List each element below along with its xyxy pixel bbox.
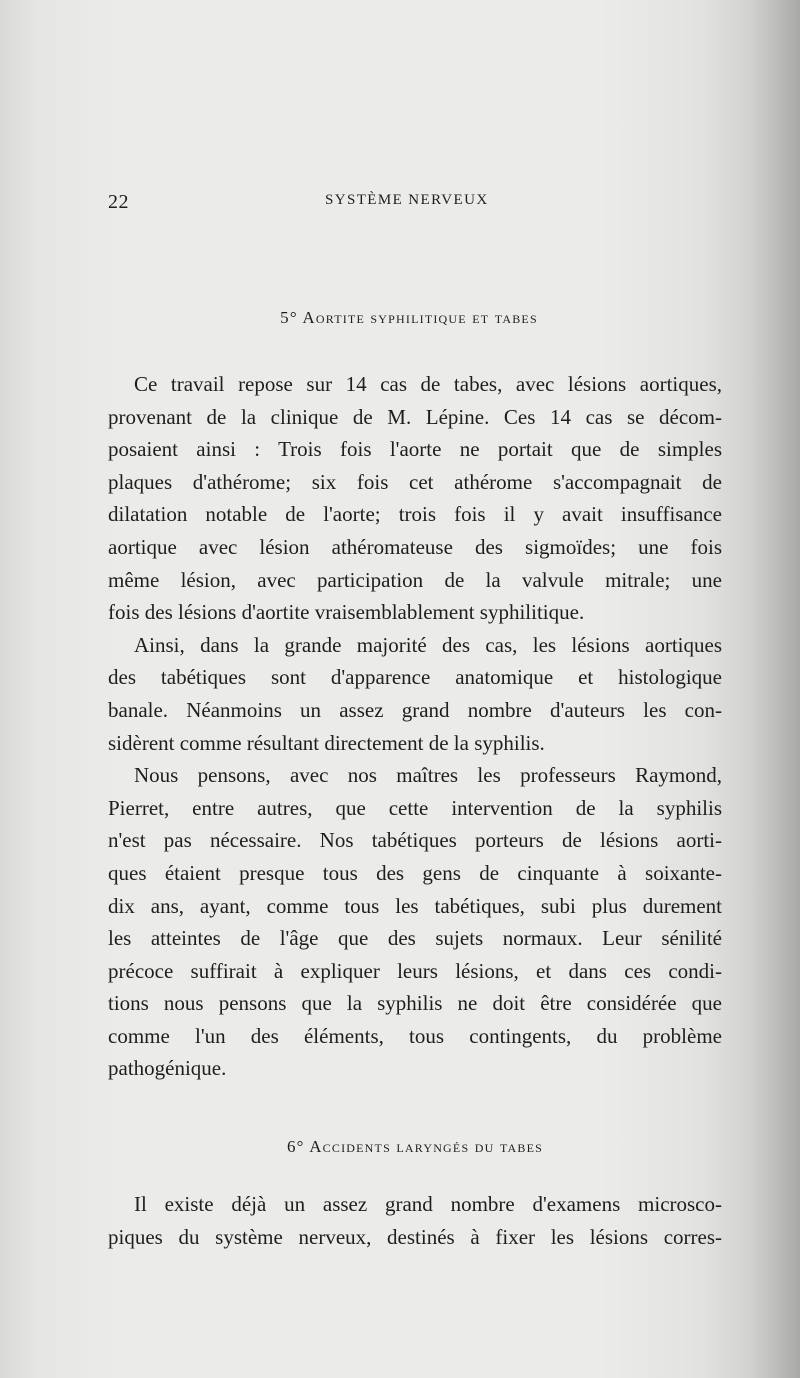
paragraph-line: aortique avec lésion athéromateuse des sigmoïdes; une fois	[108, 534, 722, 559]
paragraph-line: précoce suffirait à expliquer leurs lésions, et dans ces condi-	[108, 958, 722, 983]
paragraph-line: banale. Néanmoins un assez grand nombre d'auteurs les con-	[108, 697, 722, 722]
paragraph-line: tions nous pensons que la syphilis ne doit être considérée que	[108, 991, 722, 1016]
paragraph-line: Ce travail repose sur 14 cas de tabes, avec lésions aortiques,	[134, 372, 722, 396]
paragraph-line: n'est pas nécessaire. Nos tabétiques porteurs de lésions aorti-	[108, 828, 722, 853]
paragraph-line: plaques d'athérome; six fois cet athérome s'accompagnait de	[108, 469, 722, 494]
paragraph-line: Il existe déjà un assez grand nombre d'examens microsco-	[134, 1192, 722, 1216]
paragraph-line: posaient ainsi : Trois fois l'aorte ne portait que de simples	[108, 437, 722, 462]
page-number: 22	[108, 191, 129, 213]
paragraph-line: fois des lésions d'aortite vraisemblablement syphilitique.	[108, 600, 585, 625]
running-head	[108, 191, 716, 215]
paragraph-line: comme l'un des éléments, tous contingents, du problème	[108, 1023, 722, 1048]
section-heading-accidents-laryngés: 6° Accidents laryngés du tabes	[286, 1137, 544, 1156]
paragraph-line: provenant de la clinique de M. Lépine. Ces 14 cas se décom-	[108, 404, 722, 429]
paragraph-line: Ainsi, dans la grande majorité des cas, les lésions aortiques	[134, 632, 722, 657]
running-title: SYSTÈME NERVEUX	[325, 192, 489, 208]
section-heading-aortite: 5° Aortite syphilitique et tabes	[280, 308, 538, 327]
paragraph-line: pathogénique.	[108, 1056, 227, 1081]
paragraph-line: les atteintes de l'âge que des sujets normaux. Leur sénilité	[108, 926, 722, 951]
paragraph-line: même lésion, avec participation de la valvule mitrale; une	[108, 567, 722, 592]
paragraph-line: sidèrent comme résultant directement de la syphilis.	[108, 730, 545, 755]
paragraph-line: Nous pensons, avec nos maîtres les professeurs Raymond,	[134, 763, 722, 788]
paragraph-line: ques étaient presque tous des gens de cinquante à soixante-	[108, 860, 722, 885]
paragraph-line: dilatation notable de l'aorte; trois fois il y avait insuffisance	[108, 502, 722, 527]
paragraph-line: dix ans, ayant, comme tous les tabétiques, subi plus durement	[108, 893, 722, 918]
paragraph-line: Pierret, entre autres, que cette intervention de la syphilis	[108, 795, 722, 820]
section-body-aortite	[108, 368, 722, 1085]
paragraph-line: des tabétiques sont d'apparence anatomique et histologique	[108, 665, 722, 690]
paragraph-line: piques du système nerveux, destinés à fixer les lésions corres-	[108, 1224, 722, 1249]
section-body-accidents-laryngés	[108, 1188, 722, 1253]
